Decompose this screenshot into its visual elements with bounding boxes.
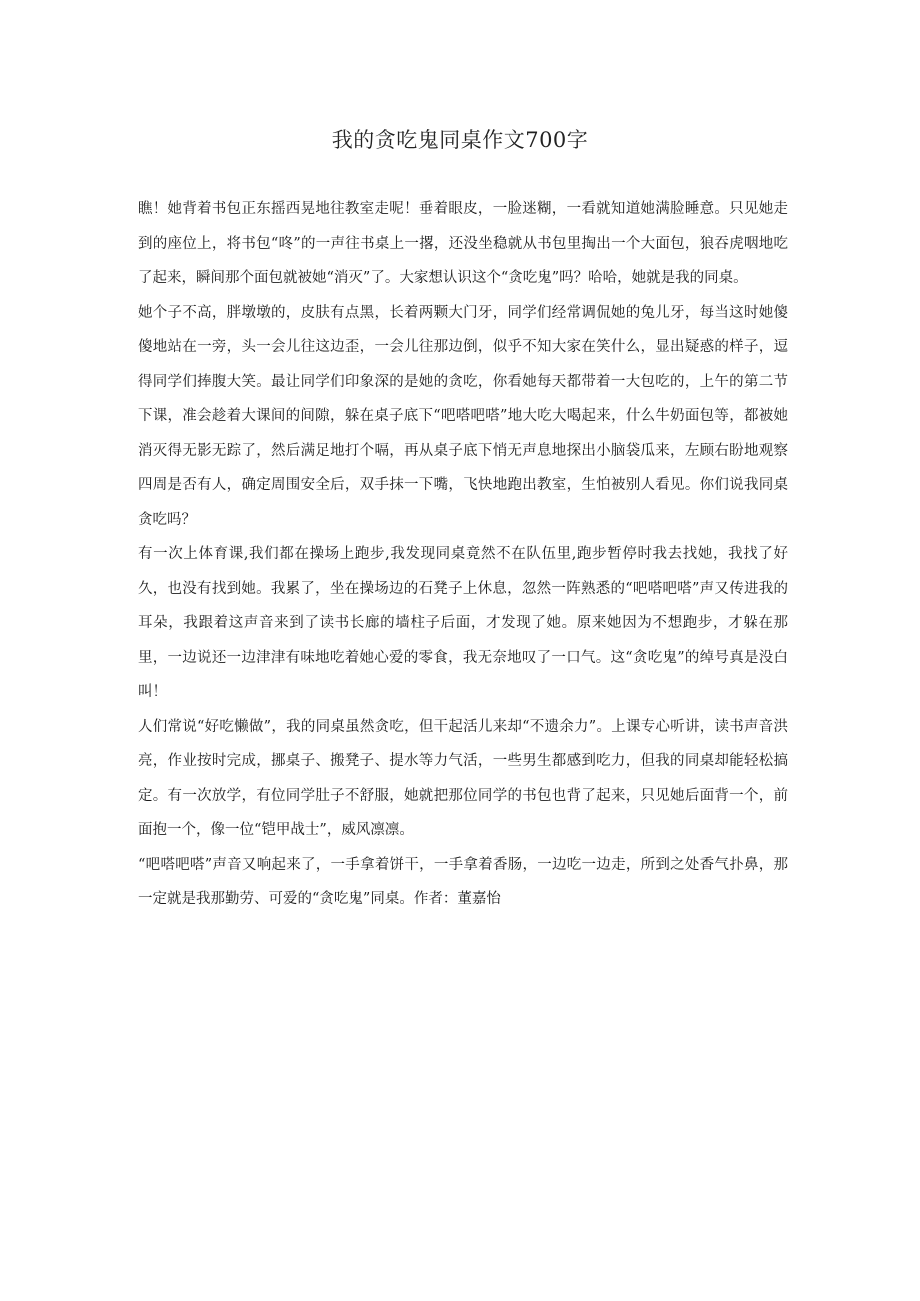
document-title: 我的贪吃鬼同桌作文700字: [331, 128, 589, 152]
document-body: [138, 192, 788, 917]
paragraph-1: 瞧！她背着书包正东摇西晃地往教室走呢！垂着眼皮，一脸迷糊，一看就知道她满脸睡意。只见她走到的座位上，将书包“咚”的一声往书桌上一撂，还没坐稳就从书包里掏出一个大面包，狼吞虎咽地吃了起来，瞬间那个面包就被她“消灭”了。大家想认识这个“贪吃鬼”吗？哈哈，她就是我的同桌。: [138, 201, 788, 286]
paragraph-3: 有一次上体育课,我们都在操场上跑步,我发现同桌竟然不在队伍里,跑步暂停时我去找她，我找了好久，也没有找到她。我累了，坐在操场边的石凳子上休息，忽然一阵熟悉的“吧嗒吧嗒”声又传进我的耳朵，我跟着这声音来到了读书长廊的墙柱子后面，才发现了她。原来她因为不想跑步，才躲在那里，一边说还一边津津有味地吃着她心爱的零食，我无奈地叹了一口气。这“贪吃鬼”的绰号真是没白叫！: [138, 546, 788, 700]
paragraph-4: 人们常说“好吃懒做”，我的同桌虽然贪吃，但干起活儿来却“不遗余力”。上课专心听讲，读书声音洪亮，作业按时完成，挪桌子、搬凳子、提水等力气活，一些男生都感到吃力，但我的同桌却能轻松搞定。有一次放学，有位同学肚子不舒服，她就把那位同学的书包也背了起来，只见她后面背一个，前面抱一个，像一位“铠甲战士”，威风凛凛。: [138, 718, 788, 838]
paragraph-2: 她个子不高，胖墩墩的，皮肤有点黑，长着两颗大门牙，同学们经常调侃她的兔儿牙，每当这时她傻傻地站在一旁，头一会儿往这边歪，一会儿往那边倒，似乎不知大家在笑什么，显出疑惑的样子，逗得同学们捧腹大笑。最让同学们印象深的是她的贪吃，你看她每天都带着一大包吃的，上午的第二节下课，准会趁着大课间的间隙，躲在桌子底下“吧嗒吧嗒”地大吃大喝起来，什么牛奶面包等，都被她消灭得无影无踪了，然后满足地打个嗝，再从桌子底下悄无声息地探出小脑袋瓜来，左顾右盼地观察四周是否有人，确定周围安全后，双手抹一下嘴，飞快地跑出教室，生怕被别人看见。你们说我同桌贪吃吗？: [138, 304, 788, 528]
paragraph-5: “吧嗒吧嗒”声音又响起来了，一手拿着饼干，一手拿着香肠，一边吃一边走，所到之处香气扑鼻，那一定就是我那勤劳、可爱的“贪吃鬼”同桌。作者：董嘉怡: [138, 856, 788, 907]
